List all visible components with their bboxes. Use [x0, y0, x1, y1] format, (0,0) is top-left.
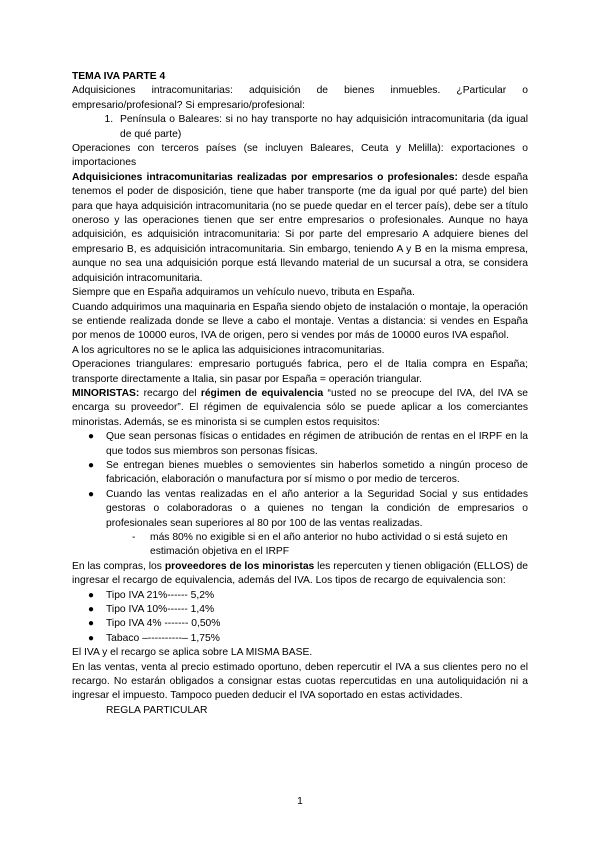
minoristas-text-2: “usted no se preocupe del IVA, del IVA se encarga su proveedor”. El régimen de equivalencia sólo se puede aplicar a los comerciantes minoristas. Además, se es minorista si se cumplen estos requisitos:: [72, 387, 528, 428]
sub-requisito: - más 80% no exigible si en el año anterior no hubo actividad o si está sujeto en estimación objetiva en el IRPF: [132, 532, 508, 558]
bullet-icon: ●: [88, 632, 95, 644]
tipos-list: [72, 589, 528, 647]
minoristas-text-1: recargo del: [139, 387, 201, 399]
proveedores-minoristas: proveedores de los minoristas: [164, 560, 315, 572]
list-item: ● Tipo IVA 10%------ 1,4%: [72, 603, 528, 617]
operaciones-terceros-paragraph: Operaciones con terceros países (se incluyen Baleares, Ceuta y Melilla): exportaciones o importaciones: [72, 143, 528, 169]
bullet-icon: ●: [88, 589, 95, 601]
list-item: ● Tipo IVA 21%------ 5,2%: [72, 589, 528, 603]
adquisiciones-paragraph: [72, 171, 528, 286]
minoristas-label: MINORISTAS:: [72, 387, 140, 399]
minoristas-paragraph: [72, 387, 528, 430]
bullet-icon: ●: [88, 459, 95, 471]
numbered-list: [72, 113, 528, 142]
list-item: ● Tipo IVA 4% ------- 0,50%: [72, 617, 528, 631]
intro-paragraph: Adquisiciones intracomunitarias: adquisición de bienes inmuebles. ¿Particular o empresario/profesional? Si empresario/profesional:: [72, 85, 528, 111]
maquinaria-paragraph: Cuando adquirimos una maquinaria en España siendo objeto de instalación o montaje, la operación se entiende realizada donde se lleve a cabo el montaje. Ventas a distancia: si vendes en España por menos de 10000 euros, IVA de origen, pero si vendes por más de 10000 euros IVA español.: [72, 301, 528, 342]
page-number: 1: [297, 796, 303, 807]
list-item: ● Cuando las ventas realizadas en el año anterior a la Seguridad Social y sus entidades gestoras o colaboradoras o a quienes no tengan la condición de empresarios o profesionales sean superiores al 80 por 100 de las ventas realizadas.: [88, 488, 528, 529]
vehiculo-paragraph: Siempre que en España adquiramos un vehículo nuevo, tributa en España.: [72, 287, 415, 299]
misma-base-paragraph: El IVA y el recargo se aplica sobre LA MISMA BASE.: [72, 647, 313, 659]
list-item: ● Se entregan bienes muebles o semovientes sin haberlos sometido a ningún proceso de fabricación, elaboración o manufactura por sí mismo o por medio de terceros.: [88, 459, 528, 486]
document-title: TEMA IVA PARTE 4: [72, 71, 166, 82]
triangulares-paragraph: Operaciones triangulares: empresario portugués fabrica, pero el de Italia compra en España; transporte directamente a Italia, sin pasar por España = operación triangular.: [72, 359, 528, 385]
bullet-icon: ●: [88, 618, 95, 630]
document-page: [72, 70, 528, 718]
numbered-item: 1. Península o Baleares: si no hay transporte no hay adquisición intracomunitaria (da igual de qué parte): [116, 113, 528, 142]
requisitos-list: [72, 430, 528, 531]
dash-icon: -: [132, 532, 136, 543]
bullet-icon: ●: [88, 431, 95, 443]
list-item: ● Que sean personas físicas o entidades en régimen de atribución de rentas en el IRPF en la que todos sus miembros son personas físicas.: [88, 431, 528, 457]
bullet-icon: ●: [88, 488, 95, 500]
regla-particular-heading: REGLA PARTICULAR: [106, 704, 208, 716]
adquisiciones-heading: Adquisiciones intracomunitarias realizadas por empresarios o profesionales:: [72, 171, 458, 183]
regimen-equivalencia: régimen de equivalencia: [200, 387, 324, 399]
ventas-paragraph: En las ventas, venta al precio estimado oportuno, deben repercutir el IVA a sus clientes pero no el recargo. No estarán obligados a consignar estas cuotas repercutidas en una autoliquidación ni a ingresar el impuesto. Tampoco pueden deducir el IVA soportado en estas actividades.: [72, 661, 528, 702]
compras-paragraph: En las compras, los proveedores de los minoristas les repercuten y tienen obligación (ELLOS) de ingresar el recargo de equivalencia, además del IVA. Los tipos de recargo de equivalencia son:: [72, 560, 528, 587]
agricultores-paragraph: A los agricultores no se le aplica las adquisiciones intracomunitarias.: [72, 344, 385, 356]
bullet-icon: ●: [88, 604, 95, 616]
list-item: ● Tabaco –----------– 1,75%: [72, 632, 528, 646]
adquisiciones-text: desde españa tenemos el poder de disposición, tiene que haber transporte (me da igual por qué parte) del bien para que haya adquisición intracomunitaria (no se puede quedar en el tercer país), debe ser a título oneroso y las operaciones tienen que ser entre empresarios o profesionales. Aunque no haya adquisición, es adquisición intracomunitaria: Si por parte del empresario A adquiere bienes del empresario B, es adquisición intracomunitaria. Sin embargo, teniendo A y B en la misma empresa, aunque no sea una adquisición porque está llevando material de un sucursal a otra, se considera adquisición intracomunitaria.: [72, 171, 528, 284]
